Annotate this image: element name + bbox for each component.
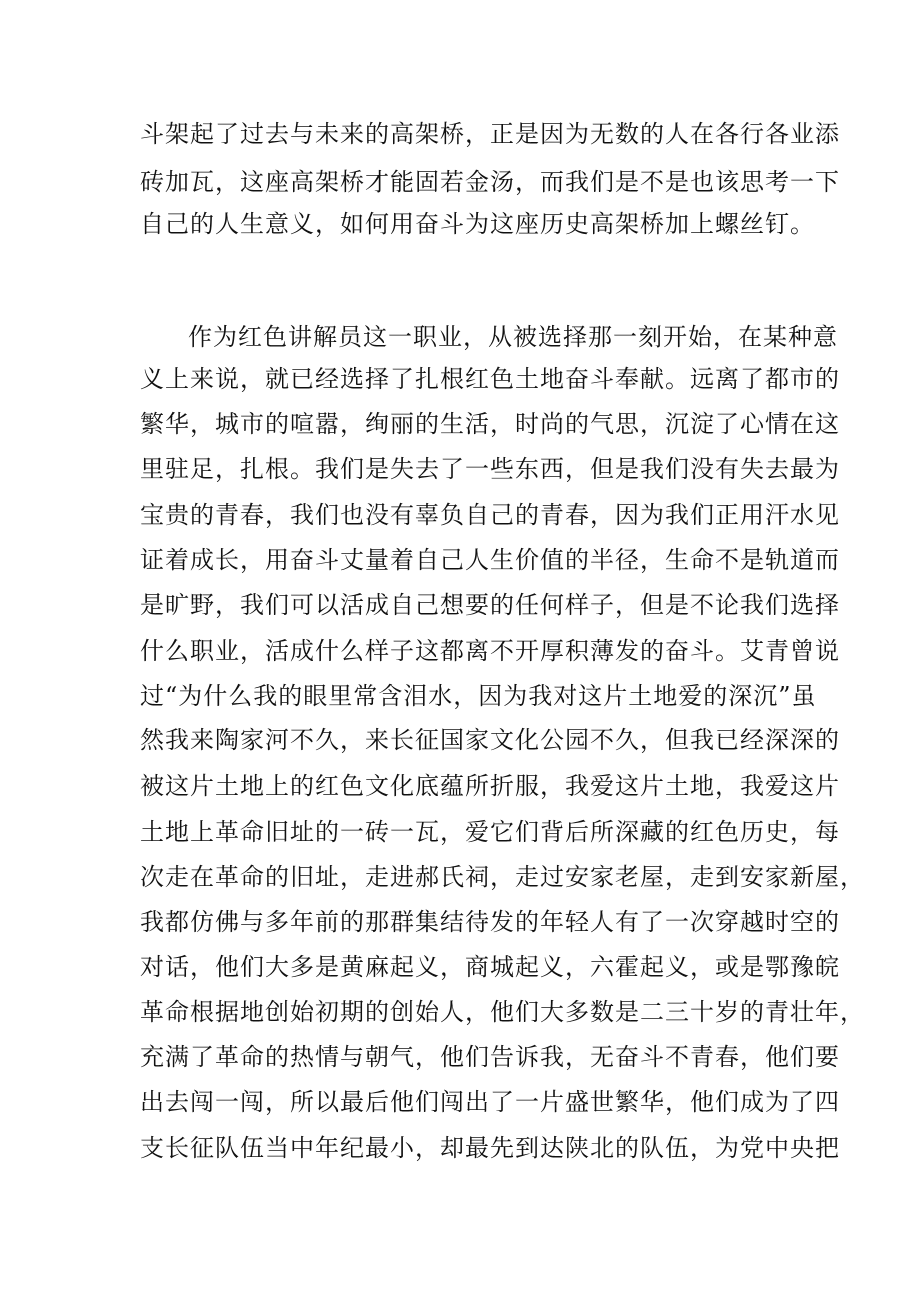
text-line: 繁华，城市的喧嚣，绚丽的生活，时尚的气思，沉淀了心情在这 <box>140 410 840 438</box>
text-line: 是旷野，我们可以活成自己想要的任何样子，但是不论我们选择 <box>140 591 840 619</box>
text-line: 我都仿佛与多年前的那群集结待发的年轻人有了一次穿越时空的 <box>140 908 840 936</box>
text-line: 证着成长，用奋斗丈量着自己人生价值的半径，生命不是轨道而 <box>140 546 840 574</box>
text-line: 义上来说，就已经选择了扎根红色土地奋斗奉献。远离了都市的 <box>140 365 840 393</box>
text-line: 斗架起了过去与未来的高架桥，正是因为无数的人在各行各业添 <box>140 120 840 148</box>
text-line: 充满了革命的热情与朝气，他们告诉我，无奋斗不青春，他们要 <box>140 1043 840 1071</box>
text-line: 次走在革命的旧址，走进郝氏祠，走过安家老屋，走到安家新屋， <box>140 863 865 891</box>
text-line: 被这片土地上的红色文化底蕴所折服，我爱这片土地，我爱这片 <box>140 772 840 800</box>
text-line: 支长征队伍当中年纪最小，却最先到达陕北的队伍，为党中央把 <box>140 1134 840 1162</box>
text-line: 宝贵的青春，我们也没有辜负自己的青春，因为我们正用汗水见 <box>140 501 840 529</box>
text-line: 自己的人生意义，如何用奋斗为这座历史高架桥加上螺丝钉。 <box>140 210 815 238</box>
text-line: 什么职业，活成什么样子这都离不开厚积薄发的奋斗。艾青曾说 <box>140 637 840 665</box>
text-line: 革命根据地创始初期的创始人，他们大多数是二三十岁的青壮年， <box>140 998 865 1026</box>
text-line: 出去闯一闯，所以最后他们闯出了一片盛世繁华，他们成为了四 <box>140 1088 840 1116</box>
text-line: 里驻足，扎根。我们是失去了一些东西，但是我们没有失去最为 <box>140 455 840 483</box>
text-line: 作为红色讲解员这一职业，从被选择那一刻开始，在某种意 <box>188 323 838 351</box>
text-line: 砖加瓦，这座高架桥才能固若金汤，而我们是不是也该思考一下 <box>140 168 840 196</box>
text-line: 土地上革命旧址的一砖一瓦，爱它们背后所深藏的红色历史，每 <box>140 818 840 846</box>
text-line: 然我来陶家河不久，来长征国家文化公园不久，但我已经深深的 <box>140 726 840 754</box>
text-line: 过“为什么我的眼里常含泪水，因为我对这片土地爱的深沉”虽 <box>140 682 817 710</box>
text-line: 对话，他们大多是黄麻起义，商城起义，六霍起义，或是鄂豫皖 <box>140 953 840 981</box>
